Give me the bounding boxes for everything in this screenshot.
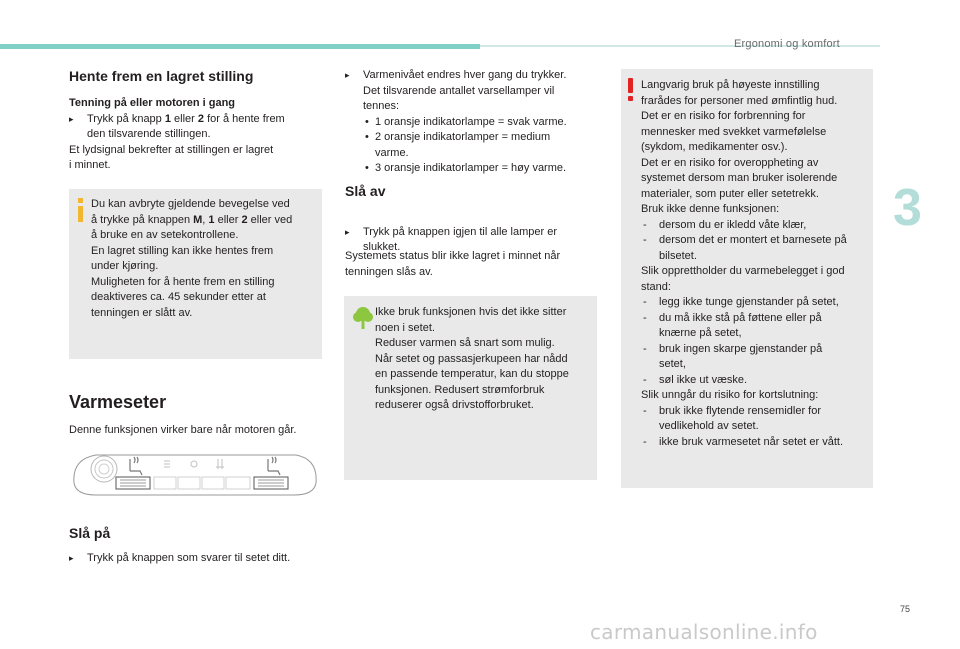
eco-tree-icon (352, 305, 374, 331)
warning-list-item: - bruk ingen skarpe gjenstander på setet, (643, 342, 823, 370)
heading-switch-on: Slå på (69, 525, 111, 541)
watermark: carmanualsonline.info (590, 620, 818, 644)
step-switch-on: ▸ Trykk på knappen som svarer til setet ditt. (69, 551, 337, 567)
warning-box-text: Langvarig bruk på høyeste innstilling frarådes for personer med ømfintlig hud. Det er en risiko for forbrenning for mennesker med svekket varmefølelse (sykdom, medikamenter osv.). Det er en risiko for overoppheting av systemet dersom man bruker isolerende materialer, som puter eller setetrekk. Bruk ikke denne funksjonen: - dersom du er ikledd våte klær, - dersom det er montert et barnesete på bilsetet. Slik opprettholder du varmebelegget i god stand: - legg ikke tunge gjenstander på setet, - du må ikke stå på føttene eller på knærne på setet, - bruk ingen skarpe gjenstander på setet, - søl ikke ut væske. Slik unngår du risiko for kortslutning: - bruk ikke flytende rensemidler for vedlikehold av setet. - ikke bruk varmesetet når setet er vått. (641, 78, 869, 450)
warning-list-item: - legg ikke tunge gjenstander på setet, (643, 296, 839, 308)
step-arrow-icon: ▸ (69, 553, 74, 563)
warning-icon (628, 78, 634, 100)
step-arrow-icon: ▸ (345, 226, 350, 237)
heading-recall-position: Hente frem en lagret stilling (69, 68, 254, 84)
warning-list-item: - bruk ikke flytende rensemidler for vedlikehold av setet. (643, 404, 822, 432)
heat-level-section (345, 68, 595, 177)
page-number: 75 (900, 604, 911, 614)
step-switch-off: ▸ Trykk på knappen igjen til alle lamper er slukket. (345, 225, 558, 253)
heading-heated-seats: Varmeseter (69, 392, 167, 412)
step-arrow-icon: ▸ (69, 113, 74, 124)
info-icon (78, 198, 83, 222)
heat-level-item: • 1 oransje indikatorlampe = svak varme. (365, 115, 567, 128)
heading-switch-off: Slå av (345, 183, 386, 199)
step-recall: ▸ Trykk på knapp 1 eller 2 for å hente frem den tilsvarende stillingen. (69, 112, 285, 140)
heat-level-item: • 2 oransje indikatorlamper = medium varme. (365, 131, 551, 159)
heat-level-item: • 3 oransje indikatorlamper = høy varme. (365, 162, 567, 174)
warning-list-item: - dersom du er ikledd våte klær, (643, 218, 807, 231)
warning-list-item: - søl ikke ut væske. (643, 373, 748, 386)
section-title: Ergonomi og komfort (734, 38, 840, 50)
recall-section (69, 96, 319, 174)
eco-box-text: Ikke bruk funksjonen hvis det ikke sitter noen i setet. Reduser varmen så snart som mulig. Når setet og passasjerkupeen har nådd en passende temperatur, kan du stoppe funksjonen. Redusert strømforbruk reduserer også drivstofforbruket. (375, 306, 569, 411)
warning-list-item: - du må ikke stå på føttene eller på knærne på setet, (643, 311, 822, 339)
chapter-number: 3 (893, 179, 922, 237)
subheading-ignition: Tenning på eller motoren i gang (69, 97, 236, 109)
header-accent-bar (0, 44, 480, 49)
status-note: Systemets status blir ikke lagret i minnet når tenningen slås av. (345, 250, 561, 278)
heated-seats-desc: Denne funksjonen virker bare når motoren går. (69, 424, 297, 436)
warning-list-item: - ikke bruk varmesetet når setet er vått. (643, 435, 844, 448)
info-box-text: Du kan avbryte gjeldende bevegelse ved å trykke på knappen M, 1 eller 2 eller ved å bruke en av setekontrollene. En lagret stilling kan ikke hentes frem under kjøring. Muligheten for å hente frem en stilling deaktiveres ca. 45 sekunder etter at tenningen er slått av. (91, 198, 293, 319)
warning-list-item: - dersom det er montert et barnesete på bilsetet. (643, 234, 847, 262)
step-heat-level: ▸ Varmenivået endres hver gang du trykker. Det tilsvarende antallet varsellamper vil tennes: (345, 69, 567, 112)
recall-note: Et lydsignal bekrefter at stillingen er lagret i minnet. (69, 143, 274, 171)
heated-seat-control-panel-illustration (68, 447, 322, 499)
step-arrow-icon: ▸ (345, 70, 350, 80)
